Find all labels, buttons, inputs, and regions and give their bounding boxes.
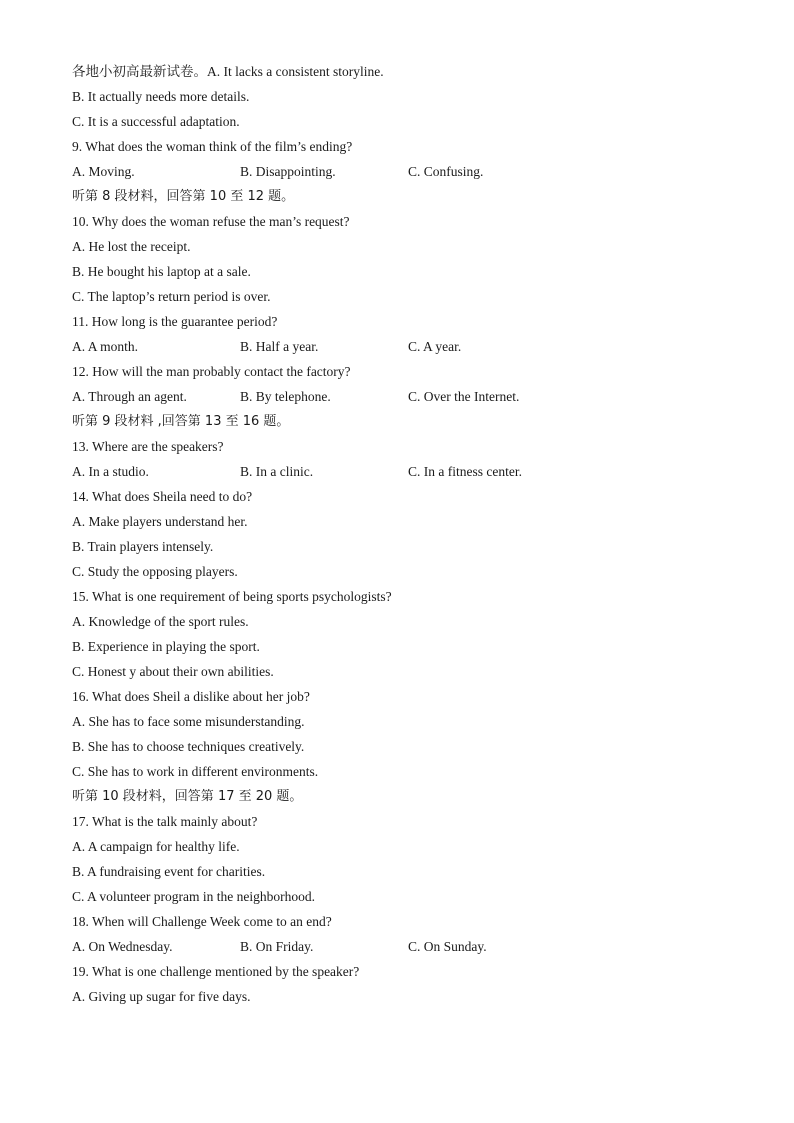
text-line: B. He bought his laptop at a sale. (72, 264, 251, 279)
text-line: A. Giving up sugar for five days. (72, 989, 251, 1004)
option-b: B. By telephone. (240, 389, 331, 404)
option-c: C. Over the Internet. (408, 389, 520, 404)
text-line: A. He lost the receipt. (72, 239, 191, 254)
options-row (72, 387, 732, 412)
text-line: 9. What does the woman think of the film’s ending? (72, 139, 353, 154)
text-line: C. Honest y about their own abilities. (72, 664, 274, 679)
text-line: B. It actually needs more details. (72, 89, 250, 104)
option-a: A. Moving. (72, 164, 135, 179)
options-row (72, 937, 732, 962)
option-a: A. A month. (72, 339, 139, 354)
text-line: B. A fundraising event for charities. (72, 864, 266, 879)
option-b: B. Half a year. (240, 339, 319, 354)
option-a: A. In a studio. (72, 464, 149, 479)
text-line: A. Make players understand her. (72, 514, 248, 529)
text-line: A. A campaign for healthy life. (72, 839, 240, 854)
text-line: 13. Where are the speakers? (72, 439, 224, 454)
options-row (72, 162, 732, 187)
section-heading: 听第 8 段材料，回答第 10 至 12 题。 (72, 189, 295, 204)
option-c: C. In a fitness center. (408, 464, 522, 479)
option-a: A. On Wednesday. (72, 939, 173, 954)
option-c: C. Confusing. (408, 164, 484, 179)
option-b: B. In a clinic. (240, 464, 314, 479)
text-line: 15. What is one requirement of being sports psychologists? (72, 589, 392, 604)
text-line: 11. How long is the guarantee period? (72, 314, 278, 329)
text-line: C. The laptop’s return period is over. (72, 289, 271, 304)
text-line: 18. When will Challenge Week come to an end? (72, 914, 332, 929)
text-line: A. Knowledge of the sport rules. (72, 614, 249, 629)
text-line: A. She has to face some misunderstanding. (72, 714, 305, 729)
text-line: C. She has to work in different environments. (72, 764, 319, 779)
text-line: B. She has to choose techniques creatively. (72, 739, 305, 754)
text-line: 10. Why does the woman refuse the man’s request? (72, 214, 350, 229)
text-line: 各地小初高最新试卷。A. It lacks a consistent storyline. (72, 64, 384, 79)
option-c: C. On Sunday. (408, 939, 487, 954)
text-line: 16. What does Sheil a dislike about her job? (72, 689, 310, 704)
option-b: B. On Friday. (240, 939, 314, 954)
text-line: C. It is a successful adaptation. (72, 114, 240, 129)
section-heading: 听第 9 段材料 ,回答第 13 至 16 题。 (72, 414, 290, 429)
text-line: C. Study the opposing players. (72, 564, 238, 579)
text-line: B. Experience in playing the sport. (72, 639, 260, 654)
text-line: 17. What is the talk mainly about? (72, 814, 258, 829)
options-row (72, 462, 732, 487)
text-line: 19. What is one challenge mentioned by the speaker? (72, 964, 360, 979)
section-heading: 听第 10 段材料，回答第 17 至 20 题。 (72, 789, 303, 804)
options-row (72, 337, 732, 362)
text-line: 12. How will the man probably contact the factory? (72, 364, 351, 379)
text-line: 14. What does Sheila need to do? (72, 489, 253, 504)
exam-content (72, 62, 732, 1012)
option-a: A. Through an agent. (72, 389, 187, 404)
text-line: C. A volunteer program in the neighborhood. (72, 889, 315, 904)
option-b: B. Disappointing. (240, 164, 336, 179)
option-c: C. A year. (408, 339, 462, 354)
text-line: B. Train players intensely. (72, 539, 214, 554)
